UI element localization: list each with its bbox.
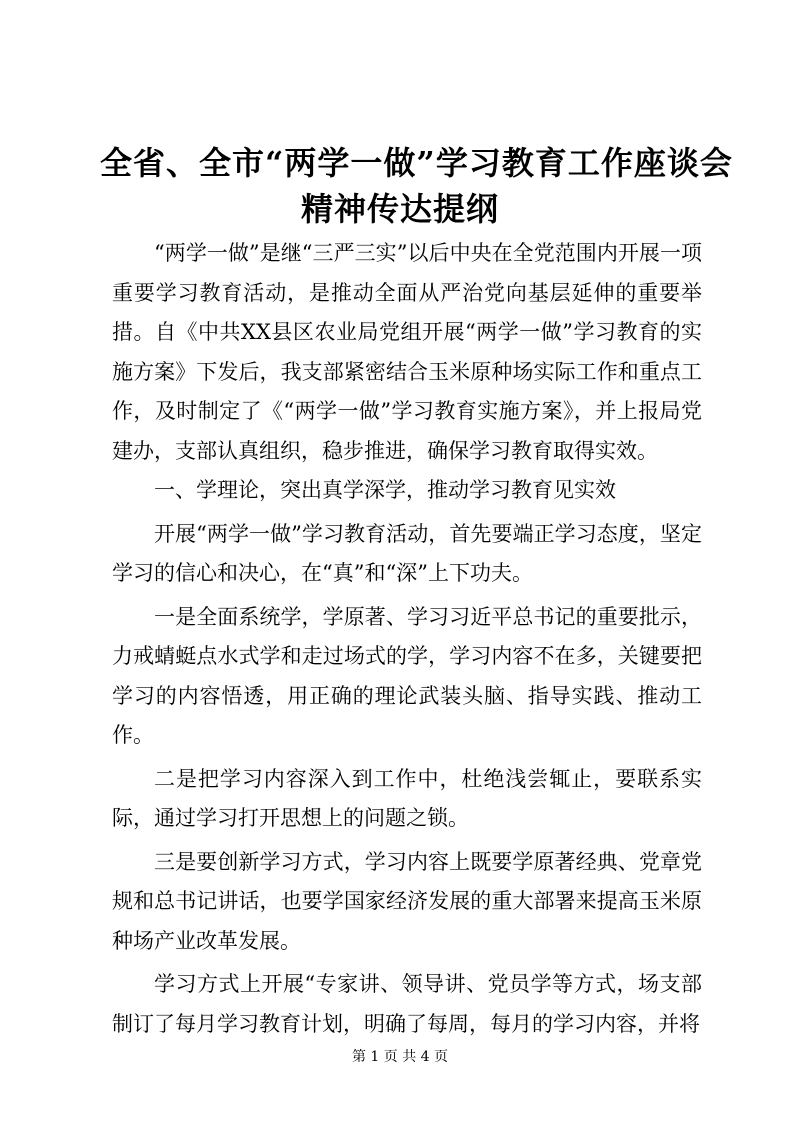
title-line-1: 全省、全市“两学一做”学习教育工作座谈会: [100, 144, 733, 182]
paragraph-intro: “两学一做”是继“三严三实”以后中央在全党范围内开展一项重要学习教育活动，是推动全面从严治党向基层延伸的重要举措。自《中共XX县区农业局党组开展“两学一做”学习教育的实施方案》下发后，我支部紧密结合玉米原种场实际工作和重点工作，及时制定了《“两学一做”学习教育实施方案》，并上报局党建办，支部认真组织，稳步推进，确保学习教育取得实效。: [112, 241, 702, 463]
paragraph-point-2: 二是把学习内容深入到工作中，杜绝浅尝辄止，要联系实际，通过学习打开思想上的问题之锁。: [112, 766, 702, 830]
page-number-footer: 第 1 页 共 4 页: [351, 1049, 449, 1065]
paragraph-study-methods: 学习方式上开展“专家讲、领导讲、党员学等方式，场支部制订了每月学习教育计划，明确了每周，每月的学习内容，并将: [112, 972, 702, 1036]
paragraph-point-3: 三是要创新学习方式，学习内容上既要学原著经典、党章党规和总书记讲话，也要学国家经济发展的重大部署来提高玉米原种场产业改革发展。: [112, 849, 702, 953]
paragraph-study-attitude: 开展“两学一做”学习教育活动，首先要端正学习态度，坚定学习的信心和决心，在“真”和“深”上下功夫。: [112, 521, 702, 585]
document-body: [112, 234, 702, 1044]
paragraph-point-1: 一是全面系统学，学原著、学习习近平总书记的重要批示，力戒蜻蜓点水式学和走过场式的学，学习内容不在多，关键要把学习的内容悟透，用正确的理论武装头脑、指导实践、推动工作。: [112, 604, 702, 747]
document-title: [100, 140, 733, 232]
section-heading-1: 一、学理论，突出真学深学，推动学习教育见实效: [154, 478, 616, 502]
title-line-2: 精神传达提纲: [300, 190, 499, 228]
